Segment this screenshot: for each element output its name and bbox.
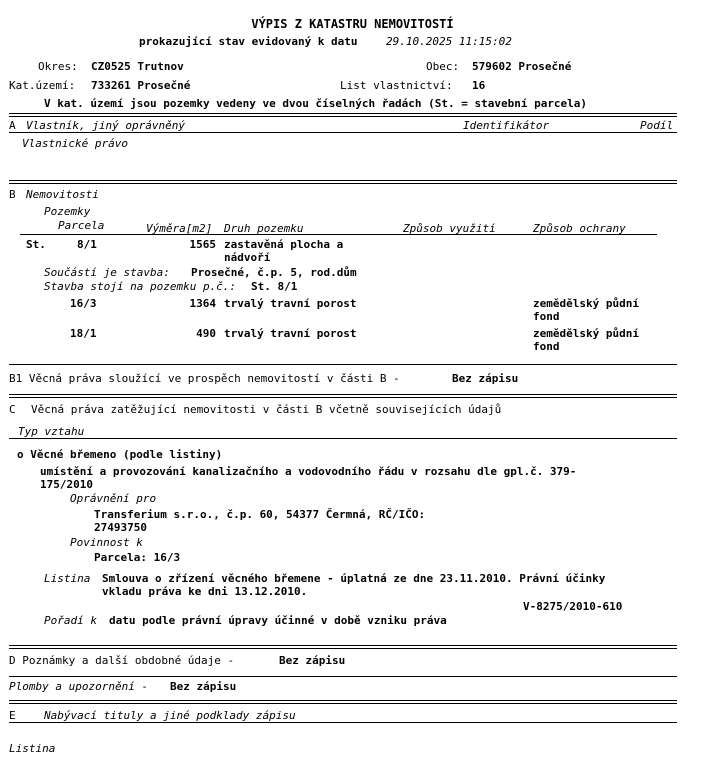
listina-reference: V-8275/2010-610	[523, 600, 623, 613]
section-b1-title: B1 Věcná práva sloužící ve prospěch nemovitostí v části B -	[9, 372, 400, 385]
parcel-type: zastavěná plocha a	[224, 238, 344, 251]
section-e-letter: E	[9, 709, 16, 722]
poradi-label: Pořadí k	[44, 614, 97, 627]
listina-value-cont: vkladu práva ke dni 13.12.2010.	[102, 585, 308, 598]
section-a-rule-top	[9, 113, 677, 114]
col-zpusob-ochrany: Způsob ochrany	[533, 222, 626, 235]
kat-value: 733261 Prosečné	[91, 79, 191, 92]
section-d-rule-top-2	[9, 648, 677, 649]
soucasti-value: Prosečné, č.p. 5, rod.dům	[191, 266, 357, 279]
parcel-number: 16/3	[70, 297, 97, 310]
parcel-area: 490	[196, 327, 216, 340]
section-e-title: Nabývací tituly a jiné podklady zápisu	[44, 709, 296, 722]
section-b-rule-top	[9, 180, 677, 181]
section-a-subtitle: Vlastnické právo	[22, 137, 128, 150]
opravneni-value-cont: 27493750	[94, 521, 147, 534]
plomby-value: Bez zápisu	[170, 680, 237, 693]
parcel-protection: zemědělský půdní	[533, 297, 639, 310]
section-d-rule-top	[9, 645, 677, 646]
col-parcela: Parcela	[58, 219, 105, 232]
section-e-rule-top	[9, 700, 677, 701]
section-d-title: D Poznámky a další obdobné údaje -	[9, 654, 235, 667]
col-druh-pozemku: Druh pozemku	[224, 222, 304, 235]
kat-label: Kat.území:	[9, 79, 76, 92]
document-subtitle: prokazující stav evidovaný k datu	[139, 35, 358, 48]
section-c-letter: C	[9, 403, 16, 416]
section-a-col-podil: Podíl	[640, 119, 674, 132]
obec-value: 579602 Prosečné	[472, 60, 572, 73]
listina-label: Listina	[44, 572, 91, 585]
povinnost-value: Parcela: 16/3	[94, 551, 181, 564]
parcel-number: 8/1	[77, 238, 97, 251]
plomby-rule-top	[9, 676, 677, 677]
section-d-value: Bez zápisu	[279, 654, 346, 667]
section-b1-rule-top	[9, 364, 677, 365]
parcel-type: trvalý travní porost	[224, 297, 357, 310]
listina-value: Smlouva o zřízení věcného břemene - úplatná ze dne 23.11.2010. Právní účinky	[102, 572, 606, 585]
document-date: 29.10.2025 11:15:02	[386, 35, 512, 48]
povinnost-label: Povinnost k	[70, 536, 143, 549]
section-e-rule-header	[9, 722, 677, 723]
section-a-col-identifikator: Identifikátor	[463, 119, 550, 132]
section-c-rule-header	[9, 438, 677, 439]
document-title: VÝPIS Z KATASTRU NEMOVITOSTÍ	[251, 17, 454, 31]
okres-label: Okres:	[38, 60, 78, 73]
list-label: List vlastnictví:	[340, 79, 453, 92]
section-b-title: Nemovitosti	[26, 188, 99, 201]
parcel-type-cont: nádvoří	[224, 251, 271, 264]
section-c-title: Věcná práva zatěžující nemovitosti v části B včetně souvisejících údajů	[31, 403, 502, 416]
section-b-rule-header	[20, 234, 657, 235]
easement-description: umístění a provozování kanalizačního a vodovodního řádu v rozsahu dle gpl.č. 379-	[40, 465, 577, 478]
opravneni-label: Oprávnění pro	[70, 492, 157, 505]
soucasti-label: Součástí je stavba:	[44, 266, 170, 279]
parcel-area: 1364	[189, 297, 216, 310]
easement-description-cont: 175/2010	[40, 478, 93, 491]
section-c-rule-top-2	[9, 397, 677, 398]
cadastre-note: V kat. území jsou pozemky vedeny ve dvou číselných řadách (St. = stavební parcela)	[44, 97, 588, 110]
poradi-value: datu podle právní úpravy účinné v době vzniku práva	[109, 614, 447, 627]
section-a-title: Vlastník, jiný oprávněný	[26, 119, 185, 132]
parcel-area: 1565	[189, 238, 216, 251]
section-e-subtitle: Listina	[9, 742, 56, 755]
stavba-label: Stavba stojí na pozemku p.č.:	[44, 280, 237, 293]
section-c-rule-top	[9, 394, 677, 395]
section-e-rule-top-2	[9, 703, 677, 704]
section-b-rule-top-2	[9, 183, 677, 184]
typ-vztahu-label: Typ vztahu	[18, 425, 85, 438]
section-b-letter: B	[9, 188, 16, 201]
parcel-number: 18/1	[70, 327, 97, 340]
col-zpusob-vyuziti: Způsob využití	[403, 222, 496, 235]
section-a-rule-header	[9, 132, 677, 133]
col-vymera: Výměra[m2]	[146, 222, 213, 235]
list-value: 16	[472, 79, 486, 92]
parcel-type: trvalý travní porost	[224, 327, 357, 340]
section-a-letter: A	[9, 119, 16, 132]
section-a-rule-top-2	[9, 116, 677, 117]
stavba-value: St. 8/1	[251, 280, 298, 293]
easement-title: o Věcné břemeno (podle listiny)	[17, 448, 223, 461]
opravneni-value: Transferium s.r.o., č.p. 60, 54377 Čermná, RČ/IČO:	[94, 508, 426, 521]
obec-label: Obec:	[426, 60, 460, 73]
parcel-protection: zemědělský půdní	[533, 327, 639, 340]
parcel-prefix: St.	[26, 238, 46, 251]
plomby-title: Plomby a upozornění -	[9, 680, 149, 693]
parcel-protection-cont: fond	[533, 310, 560, 323]
section-b1-value: Bez zápisu	[452, 372, 519, 385]
section-b-subtitle: Pozemky	[44, 205, 91, 218]
parcel-protection-cont: fond	[533, 340, 560, 353]
okres-value: CZ0525 Trutnov	[91, 60, 184, 73]
